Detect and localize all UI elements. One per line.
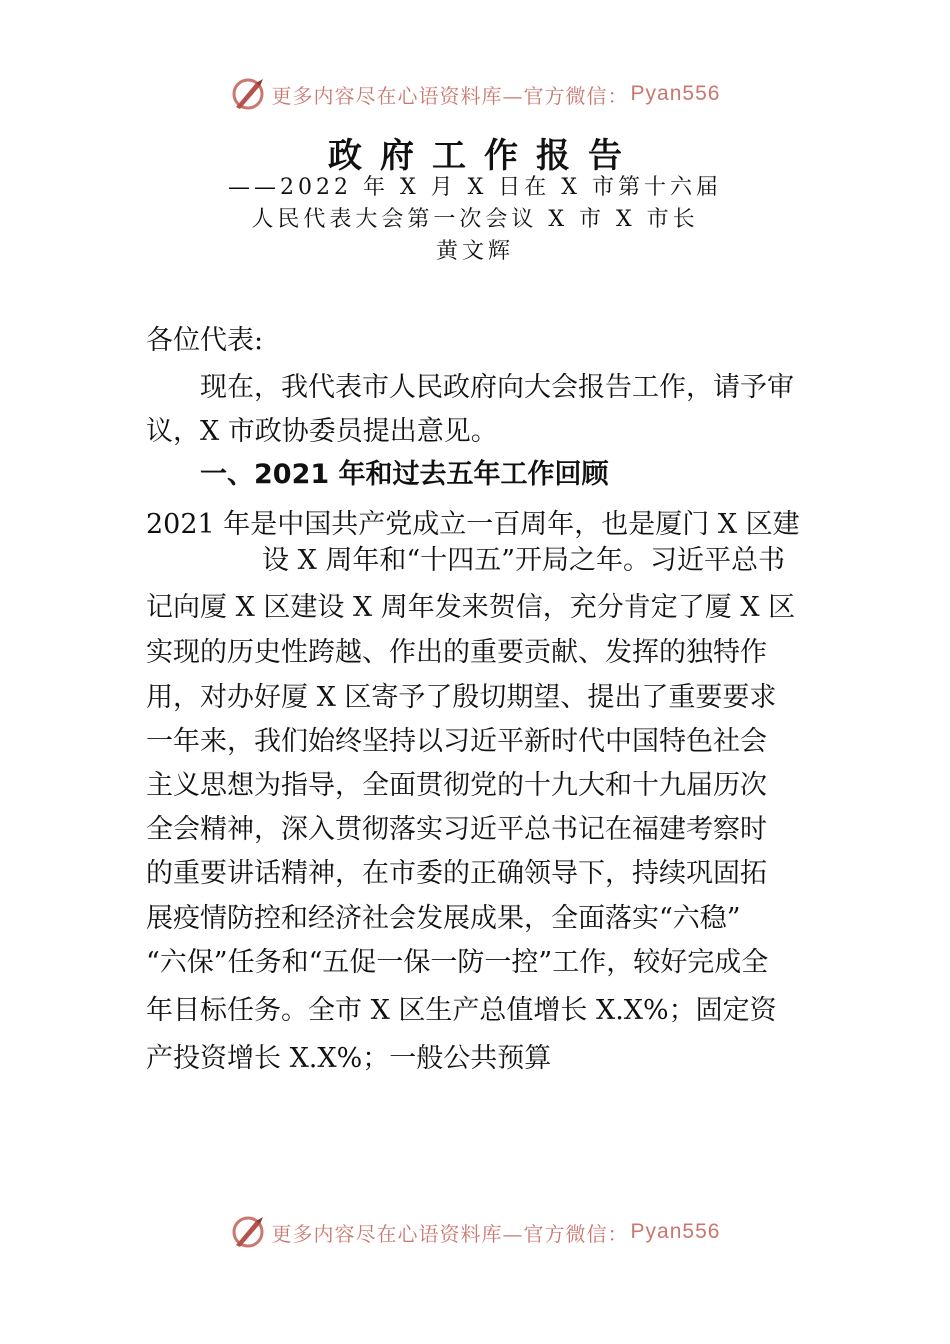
body-line: 用，对办好厦 X 区寄予了殷切期望、提出了重要要求 — [146, 682, 777, 713]
body-line: 设 X 周年和“十四五”开局之年。习近平总书 — [262, 545, 785, 576]
body-line: 展疫情防控和经济社会发展成果，全面落实“六稳” — [146, 903, 741, 934]
body-line: 2021 年是中国共产党成立一百周年，也是厦门 X 区建 — [146, 509, 800, 540]
body-line: “六保”任务和“五促一保一防一控”工作，较好完成全 — [146, 947, 769, 978]
body-line: 全会精神，深入贯彻落实习近平总书记在福建考察时 — [146, 814, 767, 845]
watermark-text: 更多内容尽在心语资料库—官方微信： — [271, 1221, 629, 1246]
report-title: 政府工作报告 — [328, 136, 640, 176]
salutation: 各位代表: — [146, 325, 264, 356]
header-watermark — [0, 72, 950, 116]
body-line: 主义思想为指导，全面贯彻党的十九大和十九届历次 — [146, 770, 767, 801]
body-line: 年目标任务。全市 X 区生产总值增长 X.X%；固定资 — [146, 995, 777, 1026]
report-speaker: 黄文辉 — [435, 239, 514, 264]
footer-watermark — [0, 1210, 950, 1254]
report-subtitle-line2: 人民代表大会第一次会议 X 市 X 市长 — [251, 207, 699, 232]
body-line: 一年来，我们始终坚持以习近平新时代中国特色社会 — [146, 726, 767, 757]
watermark-handle: Pyan556 — [630, 82, 721, 105]
watermark-handle: Pyan556 — [630, 1220, 721, 1243]
body-line: 的重要讲话精神，在市委的正确领导下，持续巩固拓 — [146, 858, 767, 889]
quill-pen-circle-icon — [230, 76, 266, 112]
quill-pen-circle-icon — [230, 1214, 266, 1250]
section-heading: 一、2021 年和过去五年工作回顾 — [200, 459, 609, 490]
body-line: 产投资增长 X.X%；一般公共预算 — [146, 1043, 552, 1074]
body-line: 实现的历史性跨越、作出的重要贡献、发挥的独特作 — [146, 637, 767, 668]
body-line: 记向厦 X 区建设 X 周年发来贺信，充分肯定了厦 X 区 — [146, 592, 796, 623]
report-subtitle-line1: ——2022 年 X 月 X 日在 X 市第十六届 — [228, 175, 722, 200]
watermark-text: 更多内容尽在心语资料库—官方微信： — [271, 83, 629, 108]
intro-paragraph: 现在，我代表市人民政府向大会报告工作，请予审议，X 市政协委员提出意见。 — [146, 372, 794, 447]
